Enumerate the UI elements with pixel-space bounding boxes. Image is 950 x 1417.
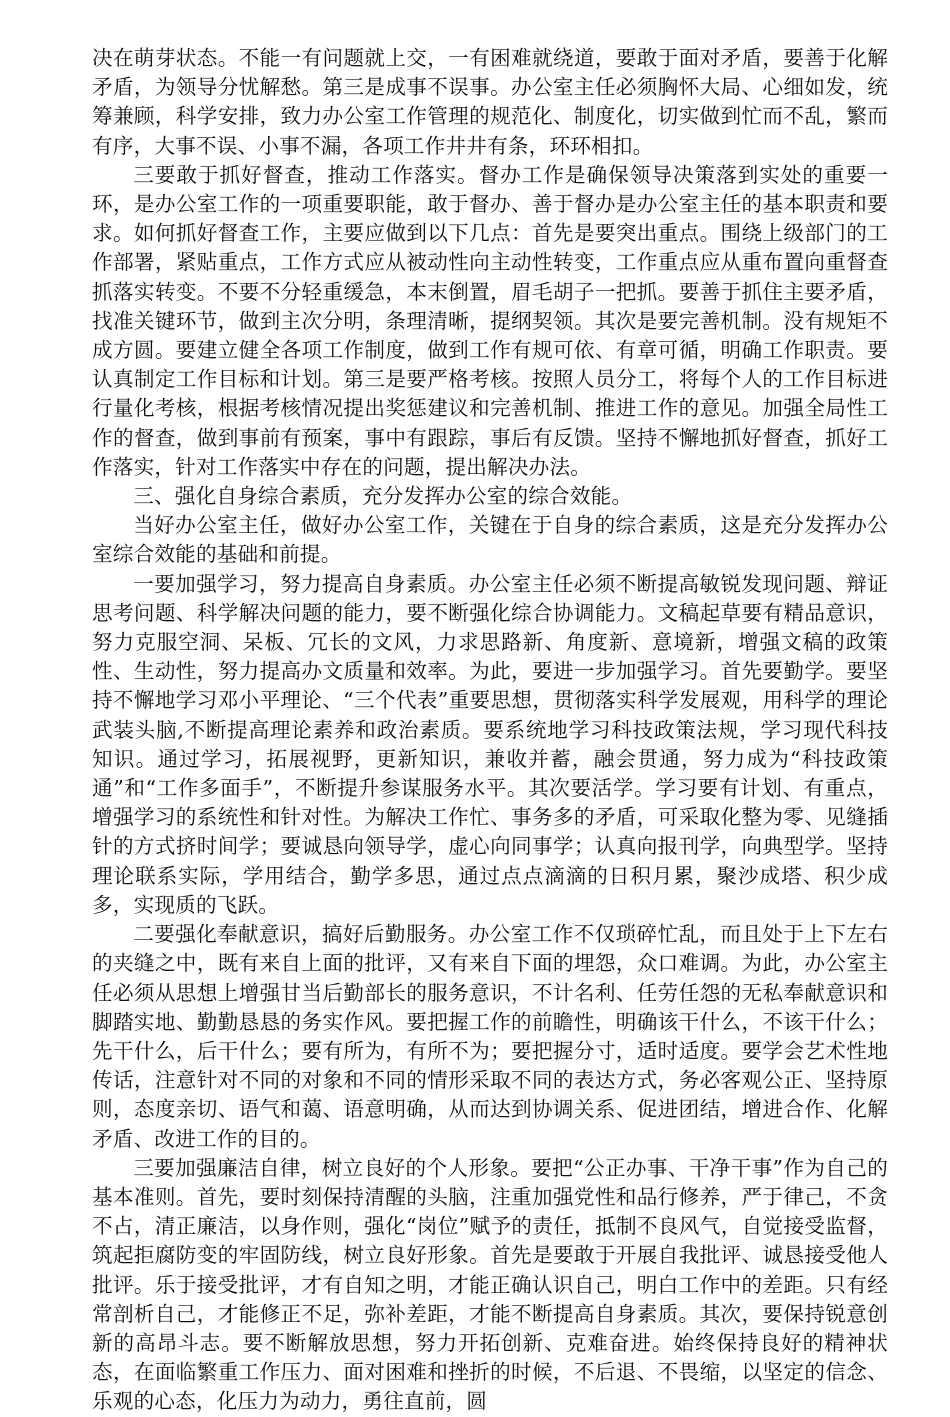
paragraph-2: 三要敢于抓好督查，推动工作落实。督办工作是确保领导决策落到实处的重要一环，是办公室工作的一项重要职能，敢于督办、善于督办是办公室主任的基本职责和要求。如何抓好督查工作，主要应做到以下几点：首先是要突出重点。围绕上级部门的工作部署，紧贴重点，工作方式应从被动性向主动性转变，工作重点应从重布置向重督查抓落实转变。不要不分轻重缓急，本末倒置，眉毛胡子一把抓。要善于抓住主要矛盾，找准关键环节，做到主次分明，条理清晰，提纲契领。其次是要完善机制。没有规矩不成方圆。要建立健全各项工作制度，做到工作有规可依、有章可循，明确工作职责。要认真制定工作目标和计划。第三是要严格考核。按照人员分工，将每个人的工作目标进行量化考核，根据考核情况提出奖惩建议和完善机制、推进工作的意见。加强全局性工作的督查，做到事前有预案，事中有跟踪，事后有反馈。坚持不懈地抓好督查，抓好工作落实，针对工作落实中存在的问题，提出解决办法。: [92, 162, 888, 479]
document-page: [92, 44, 888, 1417]
paragraph-1: 决在萌芽状态。不能一有问题就上交，一有困难就绕道，要敢于面对矛盾，要善于化解矛盾，为领导分忧解愁。第三是成事不误事。办公室主任必须胸怀大局、心细如发，统筹兼顾，科学安排，致力办公室工作管理的规范化、制度化，切实做到忙而不乱，繁而有序，大事不误、小事不漏，各项工作井井有条，环环相扣。: [92, 46, 888, 158]
paragraph-4: 一要加强学习，努力提高自身素质。办公室主任必须不断提高敏锐发现问题、辩证思考问题、科学解决问题的能力，要不断强化综合协调能力。文稿起草要有精品意识，努力克服空洞、呆板、冗长的文风，力求思路新、角度新、意境新，增强文稿的政策性、生动性，努力提高办文质量和效率。为此，要进一步加强学习。首先要勤学。要坚持不懈地学习邓小平理论、“三个代表”重要思想，贯彻落实科学发展观，用科学的理论武装头脑,不断提高理论素养和政治素质。要系统地学习科技政策法规，学习现代科技知识。通过学习，拓展视野，更新知识，兼收并蓄，融会贯通，努力成为“科技政策通”和“工作多面手”，不断提升参谋服务水平。其次要活学。学习要有计划、有重点，增强学习的系统性和针对性。为解决工作忙、事务多的矛盾，可采取化整为零、见缝插针的方式挤时间学；要诚恳向领导学，虚心向同事学；认真向报刊学，向典型学。坚持理论联系实际，学用结合，勤学多思，通过点点滴滴的日积月累，聚沙成塔、积少成多，实现质的飞跃。: [92, 571, 888, 917]
paragraph-5: 二要强化奉献意识，搞好后勤服务。办公室工作不仅琐碎忙乱，而且处于上下左右的夹缝之中，既有来自上面的批评，又有来自下面的埋怨，众口难调。为此，办公室主任必须从思想上增强甘当后勤部长的服务意识，不计名利、任劳任怨的无私奉献意识和脚踏实地、勤勤恳恳的务实作风。要把握工作的前瞻性，明确该干什么，不该干什么；先干什么，后干什么；要有所为，有所不为；要把握分寸，适时适度。要学会艺术性地传话，注意针对不同的对象和不同的情形采取不同的表达方式，务必客观公正、坚持原则，态度亲切、语气和蔼、语意明确，从而达到协调关系、促进团结，增进合作、化解矛盾、改进工作的目的。: [92, 922, 888, 1151]
section-heading: 三、强化自身综合素质，充分发挥办公室的综合效能。: [133, 484, 633, 509]
paragraph-3: 当好办公室主任，做好办公室工作，关键在于自身的综合素质，这是充分发挥办公室综合效能的基础和前提。: [92, 513, 888, 567]
paragraph-6: 三要加强廉洁自律，树立良好的个人形象。要把“公正办事、干净干事”作为自己的基本准则。首先，要时刻保持清醒的头脑，注重加强党性和品行修养，严于律己，不贪不占，清正廉洁，以身作则，强化“岗位”赋予的责任，抵制不良风气，自觉接受监督，筑起拒腐防变的牢固防线，树立良好形象。首先是要敢于开展自我批评、诚恳接受他人批评。乐于接受批评，才有自知之明，才能正确认识自己，明白工作中的差距。只有经常剖析自己，才能修正不足，弥补差距，才能不断提高自身素质。其次，要保持锐意创新的高昂斗志。要不断解放思想，努力开拓创新、克难奋进。始终保持良好的精神状态，在面临繁重工作压力、面对困难和挫折的时候，不后退、不畏缩，以坚定的信念、乐观的心态，化压力为动力，勇往直前，圆: [92, 1155, 888, 1414]
